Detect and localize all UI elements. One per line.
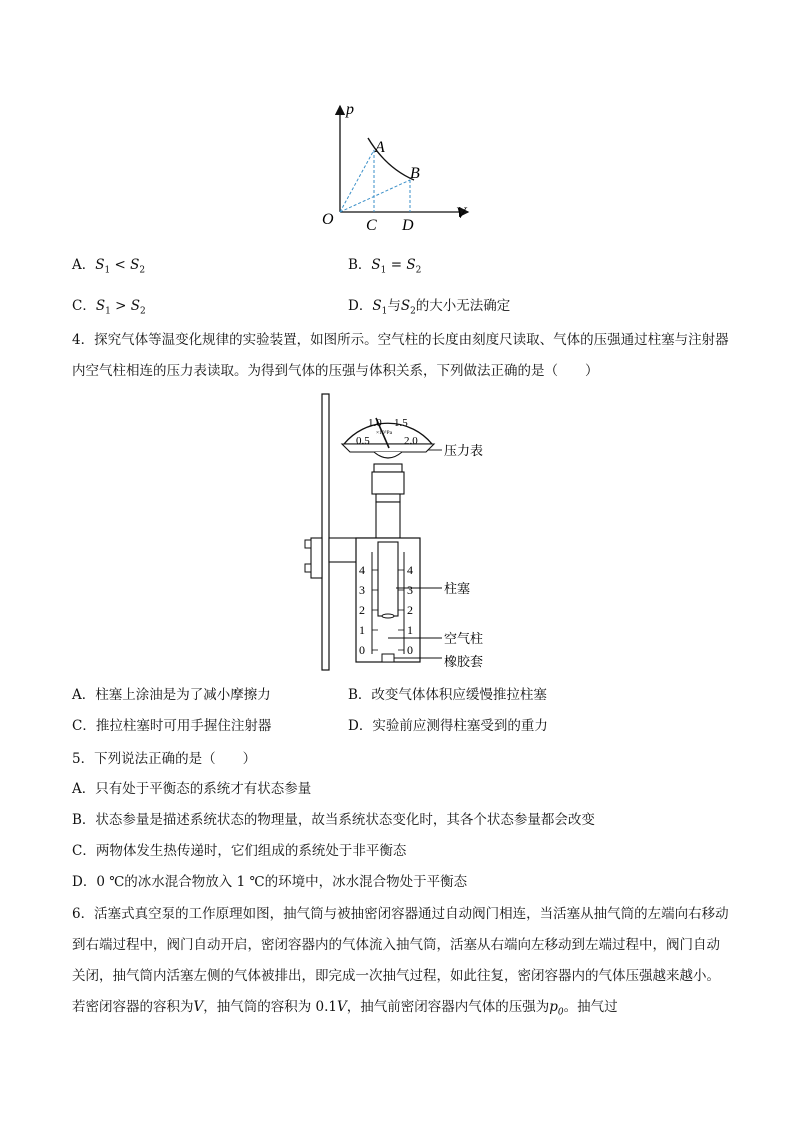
rubber-cap bbox=[382, 654, 394, 662]
label-b: B bbox=[410, 165, 420, 182]
dash-oa bbox=[340, 150, 374, 212]
scale-left-1: 1 bbox=[359, 623, 365, 637]
scale-right-4: 4 bbox=[407, 563, 413, 577]
label-o: O bbox=[322, 211, 334, 228]
label-plunger: 柱塞 bbox=[444, 581, 471, 596]
q3-option-a[interactable]: A．$S_1 < S_2$ bbox=[72, 257, 146, 276]
label-air-column: 空气柱 bbox=[444, 631, 484, 646]
stand-rod bbox=[322, 394, 329, 670]
dash-ob bbox=[340, 180, 410, 212]
q5-option-a[interactable]: A．只有处于平衡态的系统才有状态参量 bbox=[72, 781, 312, 797]
q4-stem: 4．探究气体等温变化规律的实验装置，如图所示。空气柱的长度由刻度尺读取、气体的压强通过柱塞与注射器内空气柱相连的压力表读取。为得到气体的压强与体积关系，下列做法正确的是（ ） bbox=[72, 332, 729, 379]
clamp bbox=[311, 538, 322, 578]
scale-left-2: 2 bbox=[359, 603, 365, 617]
q3-option-c[interactable]: C．$S_1 > S_2$ bbox=[72, 298, 146, 317]
gauge-tick-10: 1.0 bbox=[368, 417, 382, 429]
scale-left-0: 0 bbox=[359, 643, 365, 657]
label-a: A bbox=[375, 139, 385, 156]
q4-option-d[interactable]: D．实验前应测得柱塞受到的重力 bbox=[348, 718, 548, 734]
pv-graph bbox=[318, 100, 478, 235]
apparatus-figure bbox=[296, 392, 516, 676]
label-rubber-cap: 橡胶套 bbox=[444, 654, 484, 669]
q4-option-c[interactable]: C．推拉柱塞时可用手握住注射器 bbox=[72, 718, 272, 734]
q5-option-b[interactable]: B．状态参量是描述系统状态的物理量，故当系统状态变化时，其各个状态参量都会改变 bbox=[72, 812, 595, 828]
label-d: D bbox=[402, 217, 414, 234]
q3-option-d[interactable]: D．$S_1$与$S_2$的大小无法确定 bbox=[348, 298, 511, 317]
scale-right-0: 0 bbox=[407, 643, 413, 657]
q5-option-c[interactable]: C．两物体发生热传递时，它们组成的系统处于非平衡态 bbox=[72, 843, 407, 859]
gauge-unit: ×10⁵Pa bbox=[376, 430, 393, 436]
label-gauge: 压力表 bbox=[444, 443, 484, 458]
scale-right-3: 3 bbox=[407, 583, 413, 597]
plunger-rod bbox=[376, 502, 400, 538]
scale-left-4: 4 bbox=[359, 563, 365, 577]
label-p: p bbox=[346, 101, 354, 118]
connector-nut bbox=[374, 464, 402, 472]
scale-left-3: 3 bbox=[359, 583, 365, 597]
label-v: V bbox=[456, 205, 466, 222]
scale-right-1: 1 bbox=[407, 623, 413, 637]
scale-right-2: 2 bbox=[407, 603, 413, 617]
q3-option-b[interactable]: B．$S_1 = S_2$ bbox=[348, 257, 422, 276]
q5-stem: 5．下列说法正确的是（ ） bbox=[72, 751, 257, 767]
q5-option-d[interactable]: D．0 ℃的冰水混合物放入 1 ℃的环境中，冰水混合物处于平衡态 bbox=[72, 874, 468, 890]
plunger bbox=[378, 542, 398, 616]
q4-option-a[interactable]: A．柱塞上涂油是为了减小摩擦力 bbox=[72, 687, 271, 703]
gauge-tick-20: 2.0 bbox=[404, 435, 418, 447]
q6-stem: 6．活塞式真空泵的工作原理如图，抽气筒与被抽密闭容器通过自动阀门相连，当活塞从抽气筒的左端向右移动到右端过程中，阀门自动开启，密闭容器内的气体流入抽气筒，活塞从右端向左移动到左端过程中，阀门自动关闭，抽气筒内活塞左侧的气体被排出，即完成一次抽气过程，如此往复，密闭容器内的气体压强越来越小。若密闭容器的容积为V，抽气筒的容积为 0.1V，抽气前密闭容器内气体的压强为$p_0$。抽气过 bbox=[72, 906, 729, 1018]
gauge-tick-15: 1.5 bbox=[394, 417, 408, 429]
label-c: C bbox=[366, 217, 377, 234]
q4-option-b[interactable]: B．改变气体体积应缓慢推拉柱塞 bbox=[348, 687, 547, 703]
gauge-tick-05: 0.5 bbox=[356, 435, 370, 447]
